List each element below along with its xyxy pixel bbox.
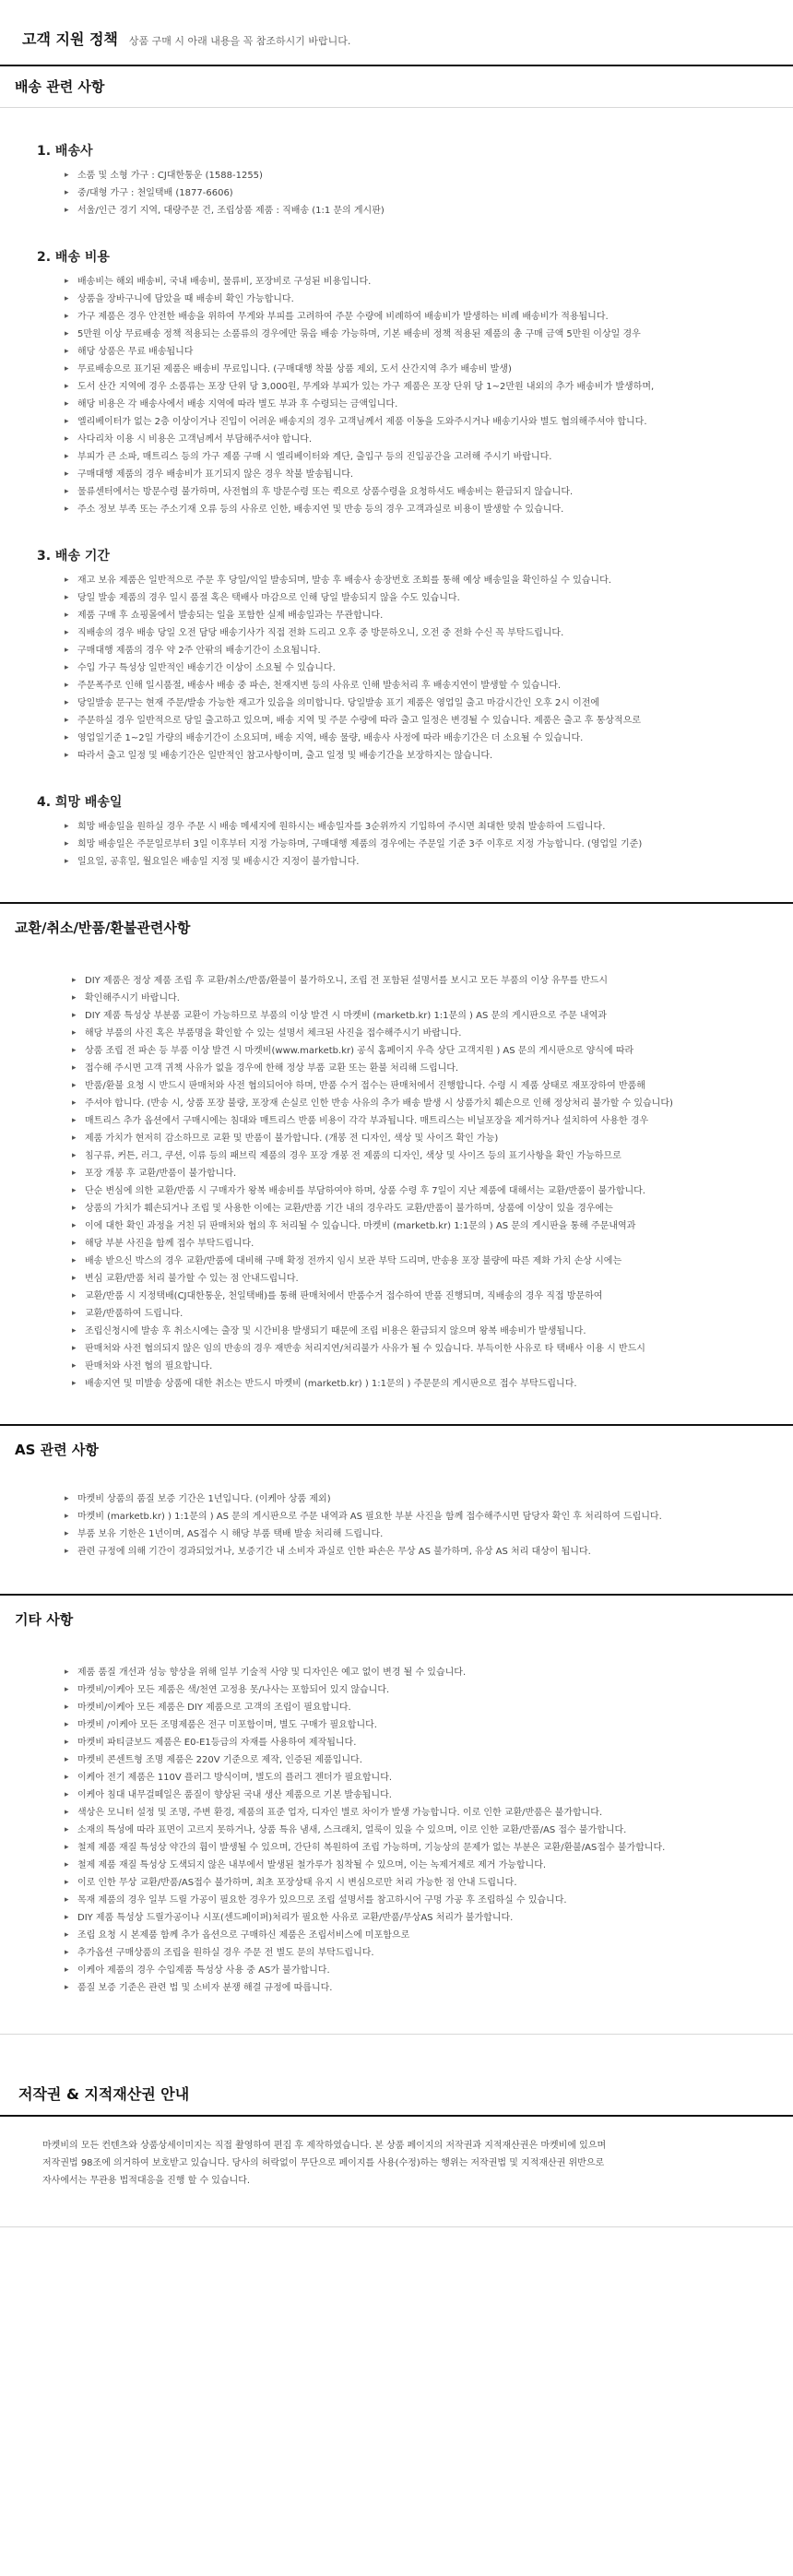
list-item: ▸ 색상은 모니터 설정 및 조명, 주변 환경, 제품의 표준 업자, 디자인 별로 차이가 발생 가능합니다. 이로 인한 교환/반품은 불가합니다.: [65, 1804, 763, 1822]
as-section-title: AS 관련 사항: [15, 1442, 99, 1458]
list-item: ▸ 상품의 가치가 훼손되거나 조립 및 사용한 이에는 교환/반품 기간 내의 경우라도 교환/반품이 불가하며, 상품에 이상이 있을 경우에는: [72, 1200, 763, 1217]
copyright-body: [0, 2117, 793, 2226]
list-item: ▸ 영업일기준 1~2일 가량의 배송기간이 소요되며, 배송 지역, 배송 물량, 배송사 사정에 따라 배송기간은 더 소요될 수 있습니다.: [65, 730, 763, 747]
etc-section-title: 기타 사항: [15, 1611, 74, 1628]
list-item: ▸ 철제 제품 재질 특성상 도색되지 않은 내부에서 발생된 철가루가 침착될 수 있으며, 이는 녹제거제로 제거 가능합니다.: [65, 1857, 763, 1874]
list-item: ▸ 교환/반품 시 지정택배(CJ대한통운, 천일택배)를 통해 판매처에서 반품수거 접수하여 반품 진행되며, 직배송의 경우 직접 방문하여: [72, 1288, 763, 1305]
shipping-group-list: [37, 273, 763, 518]
shipping-group-title: 1. 배송사: [37, 144, 93, 159]
list-item: ▸ 제품 가치가 현저히 감소하므로 교환 및 반품이 불가합니다. (개봉 전 디자인, 색상 및 사이즈 확인 가능): [72, 1130, 763, 1147]
list-item: ▸ 직배송의 경우 배송 당일 오전 담당 배송기사가 직접 전화 드리고 오후 중 방문하오니, 오전 중 전화 수신 꼭 부탁드립니다.: [65, 624, 763, 642]
list-item: ▸ 소품 및 소형 가구 : CJ대한통운 (1588-1255): [65, 167, 763, 184]
list-item: ▸ 추가옵션 구매상품의 조립을 원하실 경우 주문 전 별도 문의 부탁드립니다.: [65, 1944, 763, 1962]
shipping-group-title: 2. 배송 비용: [37, 250, 110, 265]
list-item: ▸ 당일발송 문구는 현재 주문/발송 가능한 재고가 있음을 의미합니다. 당일발송 표기 제품은 영업일 출고 마감시간인 오후 2시 이전에: [65, 694, 763, 712]
shipping-group-list: [37, 818, 763, 871]
list-item: ▸ 가구 제품은 경우 안전한 배송을 위하여 무게와 부피를 고려하여 주문 수량에 비례하여 배송비가 발생하는 비례 배송비가 적용됩니다.: [65, 308, 763, 326]
list-item: ▸ 판매처와 사전 협의되지 않은 임의 반송의 경우 재반송 처리지연/처리불가 사유가 될 수 있습니다. 부득이한 사유로 타 택배사 이용 시 반드시: [72, 1340, 763, 1358]
list-item: ▸ 마켓비 콘센트형 조명 제품은 220V 기준으로 제작, 인증된 제품입니다.: [65, 1751, 763, 1769]
etc-section-body: [0, 1640, 793, 2034]
shipping-group-list: [37, 167, 763, 220]
list-item: ▸ DIY 제품은 정상 제품 조립 후 교환/취소/반품/환불이 불가하오니, 조립 전 포함된 설명서를 보시고 모든 부품의 이상 유무를 반드시: [72, 972, 763, 990]
shipping-group-title: 3. 배송 기간: [37, 549, 110, 564]
list-item: ▸ 이에 대한 확인 과정을 거친 뒤 판매처와 협의 후 처리될 수 있습니다. 마켓비 (marketb.kr) 1:1문의 ) AS 문의 게시판을 통해 주문내역과: [72, 1217, 763, 1235]
list-item: ▸ 이로 인한 무상 교환/반품/AS접수 불가하며, 최초 포장상태 유지 시 변심으로만 처리 가능한 점 안내 드립니다.: [65, 1874, 763, 1892]
as-list: [37, 1490, 763, 1561]
list-item: ▸ 매트리스 추가 옵션에서 구매시에는 침대와 매트리스 반품 비용이 각각 부과됩니다. 매트리스는 비닐포장을 제거하거나 설치하여 사용한 경우: [72, 1112, 763, 1130]
list-item: ▸ 관련 규정에 의해 기간이 경과되었거나, 보증기간 내 소비자 과실로 인한 파손은 무상 AS 불가하며, 유상 AS 처리 대상이 됩니다.: [65, 1543, 763, 1561]
list-item: ▸ 마켓비/이케아 모든 제품은 색/천연 고정용 못/나사는 포함되어 있지 않습니다.: [65, 1681, 763, 1699]
copyright-title: 저작권 & 지적재산권 안내: [0, 2068, 793, 2117]
shipping-group-list: [37, 572, 763, 765]
list-item: ▸ 해당 부분 사진을 함께 접수 부탁드립니다.: [72, 1235, 763, 1252]
page-subtitle: 상품 구매 시 아래 내용을 꼭 참조하시기 바랍니다.: [128, 35, 351, 47]
copyright-line: 마켓비의 모든 컨텐츠와 상품상세이미지는 직접 촬영하여 편집 후 제작하였습니다. 본 상품 페이지의 저작권과 지적재산권은 마켓비에 있으며: [42, 2141, 607, 2151]
list-item: ▸ DIY 제품 특성상 부분품 교환이 가능하므로 부품의 이상 발견 시 마켓비 (marketb.kr) 1:1문의 ) AS 문의 게시판으로 주문 내역과: [72, 1007, 763, 1025]
etc-list: [37, 1664, 763, 1997]
list-item: ▸ 침구류, 커튼, 러그, 쿠션, 이류 등의 패브릭 제품의 경우 포장 개봉 전 제품의 디자인, 색상 및 사이즈 등의 표기사항을 확인 가능하므로: [72, 1147, 763, 1165]
list-item: ▸ 무료배송으로 표기된 제품은 배송비 무료입니다. (구매대행 착불 상품 제외, 도서 산간지역 추가 배송비 발생): [65, 361, 763, 378]
exchange-section: [0, 902, 793, 1424]
policy-header: [0, 0, 793, 55]
list-item: ▸ 이케아 침대 내무걸떼일은 품질이 향상된 국내 생산 제품으로 기본 발송됩니다.: [65, 1787, 763, 1804]
shipping-group-title: 4. 희망 배송일: [37, 795, 123, 810]
copyright-bottom-rule: [0, 2226, 793, 2227]
list-item: ▸ 엘리베이터가 없는 2층 이상이거나 진입이 어려운 배송지의 경우 고객님께서 제품 이동을 도와주시거나 배송기사와 별도 협의해주셔야 합니다.: [65, 413, 763, 431]
list-item: ▸ 이케아 전기 제품은 110V 플러그 방식이며, 별도의 플러그 젠더가 필요합니다.: [65, 1769, 763, 1787]
list-item: ▸ 주문폭주로 인해 일시품절, 배송사 배송 중 파손, 천재지변 등의 사유로 인해 발송처리 후 배송지연이 발생할 수 있습니다.: [65, 677, 763, 694]
list-item: ▸ 조립 요청 시 본제품 함께 추가 옵션으로 구매하신 제품은 조립서비스에 미포함으로: [65, 1927, 763, 1944]
shipping-section-body: [0, 108, 793, 902]
list-item: ▸ 주소 정보 부족 또는 주소기재 오류 등의 사유로 인한, 배송지연 및 반송 등의 경우 고객과실로 비용이 발생할 수 있습니다.: [65, 501, 763, 518]
list-item: ▸ 제품 구매 후 쇼핑몰에서 발송되는 일을 포함한 실제 배송일과는 무관합니다.: [65, 607, 763, 624]
list-item: ▸ 마켓비/이케아 모든 제품은 DIY 제품으로 고객의 조립이 필요합니다.: [65, 1699, 763, 1716]
list-item: ▸ 해당 비용은 각 배송사에서 배송 지역에 따라 별도 부과 후 수령되는 금액입니다.: [65, 396, 763, 413]
list-item: ▸ 철제 제품 재질 특성상 약간의 휨이 발생될 수 있으며, 간단히 복원하여 조립 가능하며, 기능상의 문제가 없는 부분은 교환/환불/AS접수 불가합니다.: [65, 1839, 763, 1857]
list-item: ▸ 재고 보유 제품은 일반적으로 주문 후 당일/익일 발송되며, 발송 후 배송사 송장번호 조회를 통해 예상 배송일을 확인하실 수 있습니다.: [65, 572, 763, 589]
list-item: ▸ 포장 개봉 후 교환/반품이 불가합니다.: [72, 1165, 763, 1182]
list-item: ▸ 확인해주시기 바랍니다.: [72, 990, 763, 1007]
list-item: ▸ 소재의 특성에 따라 표면이 고르지 못하거나, 상품 특유 냄새, 스크래치, 얼룩이 있을 수 있으며, 이로 인한 교환/반품/AS 접수 불가합니다.: [65, 1822, 763, 1839]
list-item: ▸ 해당 부품의 사진 혹은 부품명을 확인할 수 있는 설명서 체크된 사진을 접수해주시기 바랍니다.: [72, 1025, 763, 1042]
shipping-group: [37, 247, 763, 518]
list-item: ▸ 배송 받으신 박스의 경우 교환/반품에 대비해 구매 확정 전까지 임시 보관 부탁 드리며, 반송용 포장 불량에 따른 제화 가치 손상 시에는: [72, 1252, 763, 1270]
list-item: ▸ 상품 조립 전 파손 등 부품 이상 발견 시 마켓비(www.marketb.kr) 공식 홈페이지 우측 상단 고객지원 ) AS 문의 게시판으로 양식에 따라: [72, 1042, 763, 1060]
list-item: ▸ 구매대행 제품의 경우 약 2주 안팎의 배송기간이 소요됩니다.: [65, 642, 763, 659]
list-item: ▸ 마켓비 파티클보드 제품은 E0-E1등급의 자재를 사용하여 제작됩니다.: [65, 1734, 763, 1751]
copyright-line: 자사에서는 무관용 법적대응을 진행 할 수 있습니다.: [42, 2176, 251, 2186]
shipping-group: [37, 792, 763, 871]
list-item: ▸ 제품 품질 개선과 성능 향상을 위해 일부 기술적 사양 및 디자인은 예고 없이 변경 될 수 있습니다.: [65, 1664, 763, 1681]
exchange-list: [37, 972, 763, 1393]
list-item: ▸ 물류센터에서는 방문수령 불가하며, 사전협의 후 방문수령 또는 퀵으로 상품수령을 요청하셔도 배송비는 환급되지 않습니다.: [65, 483, 763, 501]
list-item: ▸ 조립신청시에 발송 후 취소시에는 출장 및 시간비용 발생되기 때문에 조립 비용은 환급되지 않으며 왕복 배송비가 발생됩니다.: [72, 1323, 763, 1340]
page-title: 고객 지원 정책: [22, 30, 118, 48]
list-item: ▸ 목재 제품의 경우 일부 드릴 가공이 필요한 경우가 있으므로 조립 설명서를 참고하시어 구멍 가공 후 조립하실 수 있습니다.: [65, 1892, 763, 1909]
list-item: ▸ 희망 배송일을 원하실 경우 주문 시 배송 메세지에 원하시는 배송일자를 3순위까지 기입하여 주시면 최대한 맞춰 발송하여 드립니다.: [65, 818, 763, 836]
exchange-section-body: [0, 948, 793, 1424]
list-item: ▸ 품질 보증 기준은 관련 법 및 소비자 분쟁 해결 규정에 따릅니다.: [65, 1979, 763, 1997]
list-item: ▸ 마켓비 상품의 품질 보증 기간은 1년입니다. (이케아 상품 제외): [65, 1490, 763, 1508]
list-item: ▸ 일요일, 공휴일, 월요일은 배송일 지정 및 배송시간 지정이 불가합니다.: [65, 853, 763, 871]
list-item: ▸ 마켓비 (marketb.kr) ) 1:1문의 ) AS 문의 게시판으로 주문 내역과 AS 필요한 부분 사진을 함께 접수해주시면 담당자 확인 후 처리하여 드립니다.: [65, 1508, 763, 1525]
list-item: ▸ 배송비는 해외 배송비, 국내 배송비, 물류비, 포장비로 구성된 비용입니다.: [65, 273, 763, 291]
list-item: ▸ 접수해 주시면 고객 귀책 사유가 없을 경우에 한해 정상 부품 교환 또는 환불 처리해 드립니다.: [72, 1060, 763, 1077]
list-item: ▸ 중/대형 가구 : 천일택배 (1877-6606): [65, 184, 763, 202]
shipping-section-title: 배송 관련 사항: [0, 66, 793, 108]
list-item: ▸ 서울/인근 경기 지역, 대량주문 건, 조립상품 제품 : 직배송 (1:1 문의 게시판): [65, 202, 763, 220]
list-item: ▸ 따라서 출고 일정 및 배송기간은 일반적인 참고사항이며, 출고 일정 및 배송기간을 보장하지는 않습니다.: [65, 747, 763, 765]
as-section-body: [0, 1470, 793, 1594]
list-item: ▸ 단순 변심에 의한 교환/반품 시 구매자가 왕복 배송비를 부담하여야 하며, 상품 수령 후 7일이 지난 제품에 대해서는 교환/반품이 불가합니다.: [72, 1182, 763, 1200]
list-item: ▸ 도서 산간 지역에 경우 소품류는 포장 단위 당 3,000원, 무게와 부피가 있는 가구 제품은 포장 단위 당 1~2만원 내외의 추가 배송비가 발생하며,: [65, 378, 763, 396]
etc-section: [0, 1594, 793, 2034]
list-item: ▸ 교환/반품하여 드립니다.: [72, 1305, 763, 1323]
list-item: ▸ 변심 교환/반품 처리 불가할 수 있는 점 안내드립니다.: [72, 1270, 763, 1288]
list-item: ▸ 구매대행 제품의 경우 배송비가 표기되지 않은 경우 착불 발송됩니다.: [65, 466, 763, 483]
list-item: ▸ 부품 보유 기한은 1년이며, AS접수 시 해당 부품 택배 발송 처리해 드립니다.: [65, 1525, 763, 1543]
list-item: ▸ 당일 발송 제품의 경우 일시 품절 혹은 택배사 마감으로 인해 당일 발송되지 않을 수도 있습니다.: [65, 589, 763, 607]
list-item: ▸ 마켓비 /이케아 모든 조명제품은 전구 미포함이며, 별도 구매가 필요합니다.: [65, 1716, 763, 1734]
list-item: ▸ 배송지연 및 미발송 상품에 대한 취소는 반드시 마켓비 (marketb.kr) ) 1:1문의 ) 주문문의 게시판으로 접수 부탁드립니다.: [72, 1375, 763, 1393]
shipping-group: [37, 546, 763, 765]
copyright-line: 저작권법 98조에 의거하여 보호받고 있습니다. 당사의 허락없이 무단으로 페이지를 사용(수정)하는 행위는 저작권법 및 지적재산권 위반으로: [42, 2158, 605, 2168]
copyright-section: [0, 2068, 793, 2227]
list-item: ▸ 해당 상품은 무료 배송됩니다: [65, 343, 763, 361]
list-item: ▸ 상품을 장바구니에 담았을 때 배송비 확인 가능합니다.: [65, 291, 763, 308]
list-item: ▸ 사다리차 이용 시 비용은 고객님께서 부담해주셔야 합니다.: [65, 431, 763, 448]
shipping-section: [0, 65, 793, 902]
shipping-group: [37, 141, 763, 220]
list-item: ▸ 이케아 제품의 경우 수입제품 특성상 사용 중 AS가 불가합니다.: [65, 1962, 763, 1979]
list-item: ▸ 수입 가구 특성상 일반적인 배송기간 이상이 소요될 수 있습니다.: [65, 659, 763, 677]
list-item: ▸ 부피가 큰 소파, 매트리스 등의 가구 제품 구매 시 엘리베이터와 계단, 출입구 등의 진입공간을 고려해 주시기 바랍니다.: [65, 448, 763, 466]
list-item: ▸ 주문하실 경우 일반적으로 당일 출고하고 있으며, 배송 지역 및 주문 수량에 따라 출고 일정은 변경될 수 있습니다. 제품은 출고 후 통상적으로: [65, 712, 763, 730]
exchange-section-title: 교환/취소/반품/환불관련사항: [15, 920, 191, 936]
list-item: ▸ 주셔야 합니다. (반송 시, 상품 포장 불량, 포장재 손실로 인한 반송 사유의 추가 배송 발생 시 상품가치 훼손으로 인해 정상처리 불가할 수 있습니다): [72, 1095, 763, 1112]
list-item: ▸ DIY 제품 특성상 드릴가공이나 시포(센드페이퍼)처리가 필요한 사유로 교환/반품/무상AS 처리가 불가합니다.: [65, 1909, 763, 1927]
as-section: [0, 1424, 793, 1594]
list-item: ▸ 희망 배송일은 주문일로부터 3일 이후부터 지정 가능하며, 구매대행 제품의 경우에는 주문일 기준 3주 이후로 지정 가능합니다. (영업일 기준): [65, 836, 763, 853]
list-item: ▸ 반품/환불 요청 시 반드시 판매처와 사전 협의되어야 하며, 반품 수거 접수는 판매처에서 진행합니다. 수령 시 제품 상태로 재포장하여 반품해: [72, 1077, 763, 1095]
section-divider: [0, 2034, 793, 2068]
list-item: ▸ 판매처와 사전 협의 필요합니다.: [72, 1358, 763, 1375]
list-item: ▸ 5만원 이상 무료배송 정책 적용되는 소품류의 경우에만 묶음 배송 가능하며, 기본 배송비 정책 적용된 제품의 총 구매 금액 5만원 이상일 경우: [65, 326, 763, 343]
